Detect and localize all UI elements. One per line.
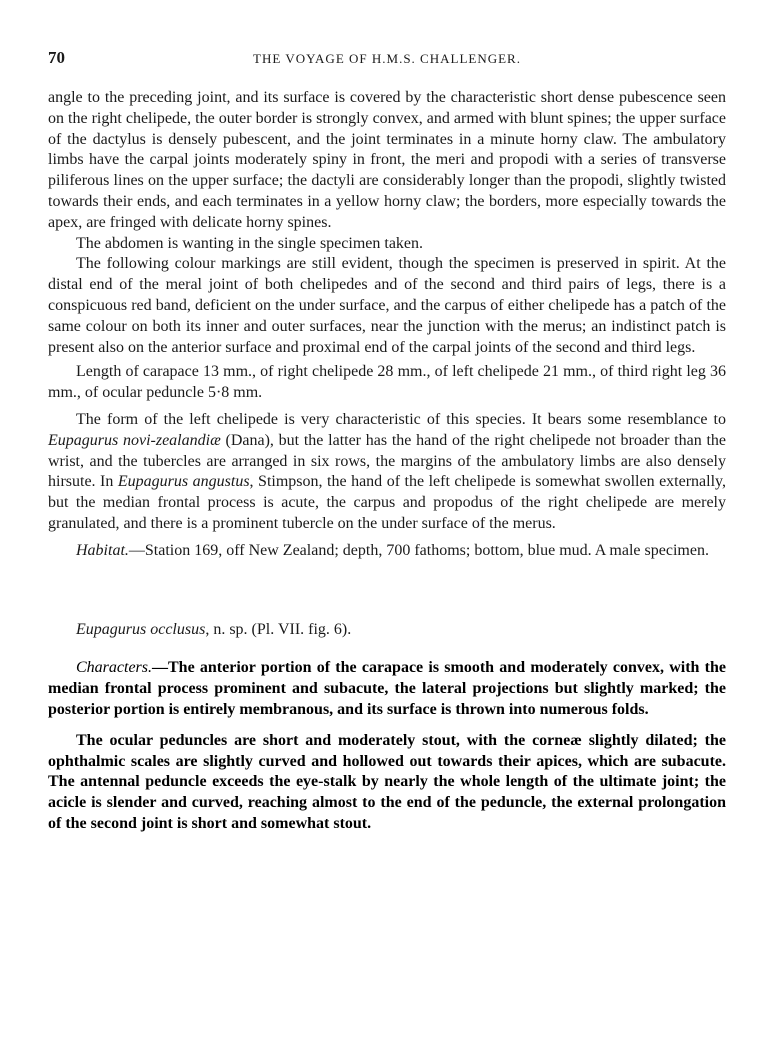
page <box>48 48 726 835</box>
page-header <box>48 48 726 74</box>
comparison-text-b: (Dana), but the latter has the hand of the right chelipede not broader than the wrist, and the tubercles are arranged in six rows, the margins of the ambulatory limbs are also densely hirsute. In <box>48 431 726 491</box>
paragraph-habitat <box>48 541 726 562</box>
comparison-text-a: The form of the left chelipede is very characteristic of this species. It bears some resemblance to <box>76 410 726 428</box>
species-heading <box>48 620 726 641</box>
paragraph-measurements: Length of carapace 13 mm., of right chelipede 28 mm., of left chelipede 21 mm., of third right leg 36 mm., of ocular peduncle 5·8 mm. <box>48 363 726 402</box>
species-heading-name: Eupagurus occlusus <box>76 620 206 638</box>
paragraph-abdomen: The abdomen is wanting in the single specimen taken. <box>76 234 424 252</box>
running-head: THE VOYAGE OF H.M.S. CHALLENGER. <box>253 51 521 66</box>
characters-label: Characters. <box>76 659 152 677</box>
habitat-label: Habitat. <box>76 541 129 559</box>
comparison-text-c: , Stimpson, the hand of the left chelipede is somewhat swollen externally, but the median frontal process is acute, the carpus and propodus of the right chelipede are merely granulated, and there is a prominent tubercle on the under surface of the merus. <box>48 473 727 532</box>
paragraph-chelipede-description: angle to the preceding joint, and its surface is covered by the characteristic short dense pubescence seen on the right chelipede, the outer border is strongly convex, and armed with blunt spines; the upper surface of the dactylus is densely pubescent, and the joint terminates in a minute horny claw. The ambulatory limbs have the carpal joints moderately spiny in front, the meri and propodi with a series of transverse piliferous lines on the upper surface; the dactyli are considerably longer than the propodi, slightly twisted towards their ends, and each terminates in a yellow horny claw; the borders, more especially towards the apex, are fringed with delicate horny spines. <box>48 89 726 231</box>
species-heading-suffix: , n. sp. (Pl. VII. fig. 6). <box>205 620 352 638</box>
section-spacer <box>48 562 726 620</box>
species-name-novi-zealandiae: Eupagurus novi-zealandiæ <box>48 431 221 449</box>
paragraph-ocular-peduncles: The ocular peduncles are short and moderately stout, with the corneæ slightly dilated; the ophthalmic scales are slightly curved and hollowed out towards their apices, which are subacute. The antennal peduncle exceeds the eye-stalk by nearly the whole length of the ultimate joint; the acicle is slender and curved, reaching almost to the end of the peduncle, the external prolongation of the second joint is short and somewhat stout. <box>48 731 726 832</box>
species-name-angustus: Eupagurus angustus <box>117 473 250 491</box>
habitat-text: —Station 169, off New Zealand; depth, 700 fathoms; bottom, blue mud. A male specimen. <box>128 541 709 559</box>
paragraph-comparison <box>48 410 726 535</box>
paragraph-characters <box>48 658 726 720</box>
characters-text: —The anterior portion of the carapace is smooth and moderately convex, with the median frontal process prominent and subacute, the lateral projections but slightly marked; the posterior portion is entirely membranous, and its surface is thrown into numerous folds. <box>48 659 726 718</box>
page-number: 70 <box>48 48 65 67</box>
paragraph-colour-markings: The following colour markings are still evident, though the specimen is preserved in spirit. At the distal end of the meral joint of both chelipedes and of the second and third pairs of legs, there is a conspicuous red band, deficient on the under surface, and the carpus of either chelipede has a patch of the same colour on both its inner and outer surfaces, near the junction with the merus; an indistinct patch is present also on the anterior surface and proximal end of the carpal joints of the second and third legs. <box>48 255 726 356</box>
